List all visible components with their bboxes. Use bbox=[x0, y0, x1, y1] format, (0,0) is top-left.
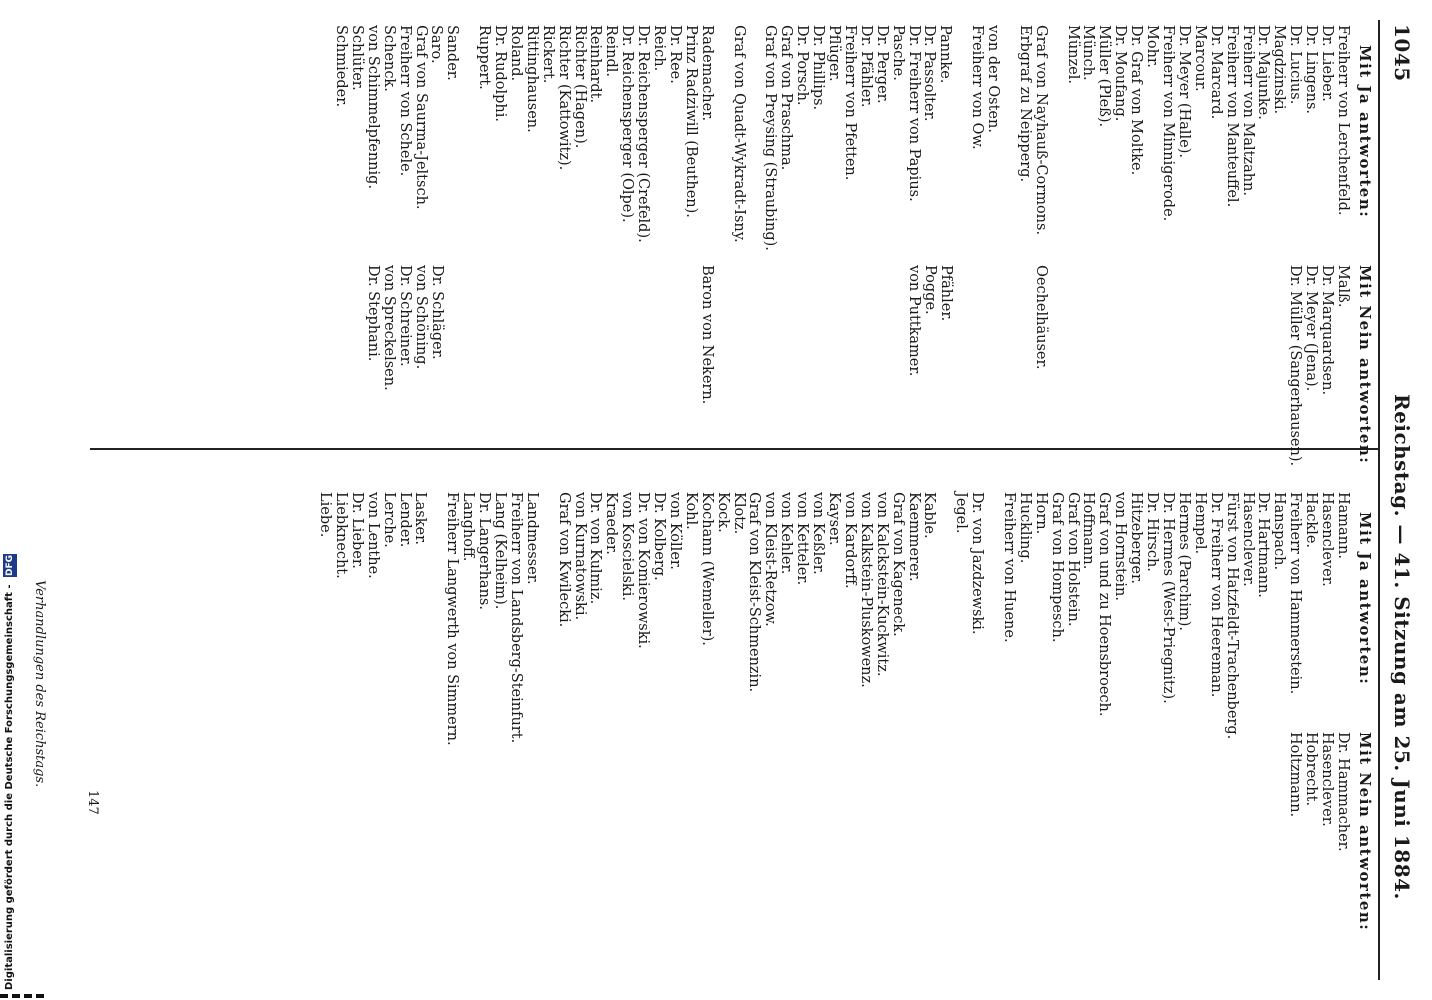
ja-name: Graf von Quadt-Wykradt-Isny. bbox=[730, 25, 747, 243]
nein-name bbox=[1064, 265, 1080, 466]
ja-name: Graf von Preysing (Straubing). bbox=[762, 25, 779, 251]
ja-name: Lasker. bbox=[412, 492, 429, 546]
ja-name: Graf von Praschma. bbox=[778, 25, 795, 171]
ja-name: Magdzinski. bbox=[1271, 25, 1288, 115]
ja-name: Lang (Kelheim). bbox=[492, 492, 509, 610]
ja-name: Richter (Kattowitz). bbox=[555, 25, 572, 171]
nein-name bbox=[969, 265, 985, 466]
ja-name: Dr. von Kulmiz. bbox=[587, 492, 604, 605]
ja-name: von Lenthe. bbox=[364, 492, 381, 579]
ja-name: Münzel. bbox=[1064, 25, 1081, 84]
dfg-logo-icon: DFG bbox=[5, 554, 15, 576]
ja-name: von Hornstein. bbox=[1112, 492, 1129, 601]
ja-name: Dr. Kolberg. bbox=[651, 492, 668, 581]
ja-name: Dr. Marcard. bbox=[1207, 25, 1224, 120]
ja-name: Liebe. bbox=[317, 492, 334, 538]
nein-name bbox=[1191, 265, 1207, 466]
ja-name: Dr. Lieber. bbox=[1319, 25, 1336, 102]
ja-name bbox=[936, 492, 952, 746]
ja-heading: Mit Ja antworten: bbox=[1356, 512, 1374, 686]
ja-name bbox=[984, 492, 1000, 746]
ja-name: Dr. Lingens. bbox=[1303, 25, 1320, 115]
nein-name bbox=[1080, 265, 1096, 466]
ja-name: Dr. Langerhans. bbox=[476, 492, 493, 610]
ja-name: Landmesser. bbox=[523, 492, 540, 585]
ja-name bbox=[952, 25, 968, 251]
nein-name bbox=[889, 265, 905, 466]
ja-name: Kaemmerer. bbox=[905, 492, 922, 582]
nein-name: Pfähler. bbox=[937, 265, 954, 322]
header-rule bbox=[1378, 20, 1380, 980]
ja-name: Dr. von Jazdzewski. bbox=[969, 492, 986, 635]
credit-text: Digitalisierung gefördert durch die Deutsche Forschungsgemeinschaft - bbox=[4, 584, 15, 990]
nein-name bbox=[1270, 265, 1286, 466]
nein-name bbox=[810, 265, 826, 466]
ja-name: Graf von Kageneck. bbox=[889, 492, 906, 637]
digitization-credit bbox=[3, 554, 23, 990]
ja-name: Saro. bbox=[428, 25, 445, 64]
nein-name: Hasenclever. bbox=[1319, 732, 1336, 827]
ja-name: Dr. Meyer (Halle). bbox=[1175, 25, 1192, 158]
ja-name: Roland. bbox=[507, 25, 524, 82]
ja-name: Dr. Moufang. bbox=[1112, 25, 1129, 122]
ja-name: von Köller. bbox=[666, 492, 683, 570]
ja-name: Dr. Perger. bbox=[873, 25, 890, 104]
nein-name bbox=[1223, 265, 1239, 466]
ja-name: Freiherr von Landsberg-Steinfurt. bbox=[507, 492, 524, 744]
ja-name: Freiherr Langwerth von Simmern. bbox=[444, 492, 461, 746]
nein-name bbox=[1000, 265, 1016, 466]
nein-name bbox=[873, 265, 889, 466]
ja-name: Dr. Majunke. bbox=[1255, 25, 1272, 120]
ja-name: Münch. bbox=[1080, 25, 1097, 81]
ja-name: von Kleist-Retzow. bbox=[762, 492, 779, 627]
nein-name bbox=[555, 265, 571, 466]
nein-name: Baron von Nekern. bbox=[699, 265, 716, 405]
ja-name: Dr. Hermes (West-Priegnitz). bbox=[1160, 492, 1177, 704]
ja-name: Sander. bbox=[444, 25, 461, 81]
nein-name bbox=[460, 265, 476, 466]
ja-name: Dr. Reichensperger (Crefeld). bbox=[635, 25, 652, 243]
nein-name: Dr. Schläger. bbox=[429, 265, 446, 360]
ja-name: Kraeder. bbox=[603, 492, 620, 555]
nein-name bbox=[1175, 265, 1191, 466]
ja-name: Freiherr von Pfetten. bbox=[841, 25, 858, 181]
ja-name: Dr. Ree. bbox=[667, 25, 684, 84]
ja-name bbox=[1048, 25, 1064, 251]
page-number: 1045 bbox=[1390, 24, 1414, 82]
ja-name: von Keßler. bbox=[810, 492, 827, 575]
nein-name: Dr. Marquardsen. bbox=[1319, 265, 1336, 396]
ja-name: Hanspach. bbox=[1271, 492, 1288, 571]
ja-name bbox=[714, 25, 730, 251]
ja-name: von Schimmelpfennig. bbox=[364, 25, 381, 190]
nein-name: Dr. Stephani. bbox=[365, 265, 382, 362]
ja-name: Rickert. bbox=[539, 25, 556, 84]
nein-name bbox=[1127, 265, 1143, 466]
ja-heading: Mit Ja antworten: bbox=[1356, 45, 1374, 219]
ja-name: Richter (Hagen). bbox=[571, 25, 588, 149]
ja-name: Ruppert. bbox=[476, 25, 493, 90]
nein-name bbox=[508, 265, 524, 466]
ja-name bbox=[459, 25, 475, 251]
ja-name: Fürst von Hatzfeldt-Trachenberg. bbox=[1223, 492, 1240, 740]
ja-name: Kock. bbox=[714, 492, 731, 533]
nein-name bbox=[714, 265, 730, 466]
nein-name bbox=[444, 265, 460, 466]
ja-name: Hasenclever. bbox=[1239, 492, 1256, 587]
ja-name: Huckling. bbox=[1016, 492, 1033, 564]
ja-name: Freiherr von Ow. bbox=[969, 25, 986, 150]
ja-name: Hempel. bbox=[1191, 492, 1208, 555]
ja-name: Dr. Rudolphi. bbox=[492, 25, 509, 122]
nein-name: von Puttkamer. bbox=[905, 265, 922, 377]
nein-name bbox=[524, 265, 540, 466]
ja-name: Mohr. bbox=[1144, 25, 1161, 68]
nein-name bbox=[1143, 265, 1159, 466]
nein-name bbox=[682, 265, 698, 466]
nein-name bbox=[651, 265, 667, 466]
nein-name bbox=[1112, 265, 1128, 466]
nein-name bbox=[1255, 265, 1271, 466]
ja-name: Klotz. bbox=[730, 492, 747, 535]
nein-name bbox=[762, 265, 778, 466]
ja-name: Reindl. bbox=[603, 25, 620, 78]
page-header bbox=[1384, 24, 1414, 974]
ja-name: von der Osten. bbox=[985, 25, 1002, 133]
ja-name: Dr. Freiherr von Heereman. bbox=[1207, 492, 1224, 698]
scan-edge-mark bbox=[0, 994, 46, 998]
nein-name: Pogge. bbox=[921, 265, 938, 315]
nein-name bbox=[953, 265, 969, 466]
sheet-number: 147 bbox=[85, 790, 100, 815]
ja-name: Freiherr von Minnigerode. bbox=[1160, 25, 1177, 222]
nein-name bbox=[857, 265, 873, 466]
ja-name: Dr. von Komierowski. bbox=[635, 492, 652, 649]
nein-name bbox=[1048, 265, 1064, 466]
nein-list bbox=[1286, 732, 1350, 852]
footer-note: Verhandlungen des Reichstags. bbox=[32, 580, 47, 788]
nein-name bbox=[794, 265, 810, 466]
nein-name bbox=[603, 265, 619, 466]
ja-name: Lerche. bbox=[380, 492, 397, 548]
ja-name: Dr. Pfähler. bbox=[857, 25, 874, 108]
ja-name: Jegel. bbox=[953, 492, 970, 534]
nein-list bbox=[365, 265, 1350, 466]
nein-name bbox=[1159, 265, 1175, 466]
ja-name bbox=[1000, 25, 1016, 251]
nein-name bbox=[587, 265, 603, 466]
ja-name: Erbgraf zu Neipperg. bbox=[1016, 25, 1033, 183]
nein-name bbox=[825, 265, 841, 466]
ja-name: Hermes (Parchim). bbox=[1175, 492, 1192, 631]
nein-name bbox=[539, 265, 555, 466]
ja-name: von Kardorff. bbox=[841, 492, 858, 589]
ja-name: Dr. Lieber. bbox=[348, 492, 365, 569]
ja-name bbox=[746, 25, 762, 251]
ja-name: Dr. Hartmann. bbox=[1255, 492, 1272, 598]
ja-name: Liebknecht. bbox=[332, 492, 349, 579]
nein-name bbox=[476, 265, 492, 466]
ja-name: Freiherr von Huene. bbox=[1000, 492, 1017, 643]
ja-name: Pasche. bbox=[889, 25, 906, 81]
ja-name: Reinhardt. bbox=[587, 25, 604, 104]
nein-name bbox=[1096, 265, 1112, 466]
ja-name: Schmieder. bbox=[333, 25, 349, 108]
ja-name: Graf von Hompesch. bbox=[1048, 492, 1065, 643]
nein-name bbox=[746, 265, 762, 466]
ja-name: Kayser. bbox=[826, 492, 843, 546]
ja-name: Freiherr von Maltzahn. bbox=[1239, 25, 1256, 196]
nein-heading: Mit Nein antworten: bbox=[1356, 265, 1374, 465]
ja-list bbox=[316, 492, 1350, 746]
ja-name: Pflüger. bbox=[826, 25, 843, 82]
ja-name: Hamann. bbox=[1335, 492, 1351, 559]
page-title: Reichstag. — 41. Sitzung am 25. Juni 1884. bbox=[1390, 394, 1414, 900]
ja-name: von Kalckstein-Kuckwitz. bbox=[873, 492, 890, 677]
nein-name bbox=[492, 265, 508, 466]
ja-name: Marcour. bbox=[1191, 25, 1208, 92]
ja-name: Graf von und zu Hoensbroech. bbox=[1096, 492, 1113, 717]
ja-name: Horn. bbox=[1032, 492, 1049, 535]
ja-name: Dr. Reichensperger (Olpe). bbox=[619, 25, 636, 223]
nein-name: Dr. Hammacher. bbox=[1335, 732, 1351, 852]
ja-name: Hasenclever. bbox=[1319, 492, 1336, 587]
ja-name bbox=[428, 492, 444, 746]
ja-name: Lender. bbox=[396, 492, 413, 548]
ja-name: Graf von Kwilecki. bbox=[555, 492, 572, 628]
nein-name: Oechelhäuser. bbox=[1033, 265, 1050, 370]
nein-name bbox=[778, 265, 794, 466]
nein-name: von Spreckelsen. bbox=[381, 265, 398, 391]
ja-name: Dr. Phillips. bbox=[810, 25, 827, 111]
ja-name: Dr. Passolter. bbox=[921, 25, 938, 122]
nein-name bbox=[667, 265, 683, 466]
ja-name: Hitzeberger. bbox=[1128, 492, 1145, 584]
nein-name bbox=[571, 265, 587, 466]
ja-name: Freiherr von Lerchenfeld. bbox=[1335, 25, 1351, 216]
ja-name: von Kalkstein-Pluskowenz. bbox=[857, 492, 874, 688]
ja-name bbox=[539, 492, 555, 746]
nein-name bbox=[1239, 265, 1255, 466]
nein-name bbox=[841, 265, 857, 466]
ja-name: Schenck. bbox=[380, 25, 397, 92]
nein-name: Holtzmann. bbox=[1287, 732, 1304, 818]
ja-name: Prinz Radziwill (Beuthen). bbox=[682, 25, 699, 218]
nein-name bbox=[619, 265, 635, 466]
nein-name bbox=[1016, 265, 1032, 466]
ja-name: Dr. Freiherr von Papius. bbox=[905, 25, 922, 202]
nein-name bbox=[984, 265, 1000, 466]
ja-name: Rademacher. bbox=[698, 25, 715, 122]
ja-name: Dr. Lucius. bbox=[1287, 25, 1304, 105]
ja-name: Rittinghausen. bbox=[523, 25, 540, 133]
nein-heading: Mit Nein antworten: bbox=[1356, 732, 1374, 932]
ja-name: Langhoff. bbox=[460, 492, 477, 562]
ja-name: Freiherr von Manteuffel. bbox=[1223, 25, 1240, 208]
ja-name: Freiherr von Schele. bbox=[396, 25, 413, 177]
ja-name: Dr. Hirsch. bbox=[1144, 492, 1161, 572]
ja-name: Schlüter. bbox=[348, 25, 365, 91]
ja-name: Freiherr von Hammerstein. bbox=[1287, 492, 1304, 695]
ja-name: Kochann (Wemeller). bbox=[698, 492, 715, 646]
ja-name: Hackle. bbox=[1303, 492, 1320, 549]
ja-name: Graf von Nayhauß-Cormons. bbox=[1032, 25, 1049, 236]
nein-name: von Schöning. bbox=[413, 265, 430, 370]
nein-name: Dr. Meyer (Jena). bbox=[1303, 265, 1320, 392]
nein-name bbox=[635, 265, 651, 466]
ja-name: von Koscielski. bbox=[619, 492, 636, 601]
ja-name: Dr. Graf von Moltke. bbox=[1128, 25, 1145, 176]
ja-list bbox=[332, 25, 1350, 251]
nein-name: Hobrecht. bbox=[1303, 732, 1320, 807]
ja-name: Kable. bbox=[921, 492, 938, 539]
ja-name: Kohl. bbox=[682, 492, 699, 530]
nein-name bbox=[730, 265, 746, 466]
ja-name: von Ketteler. bbox=[794, 492, 811, 586]
nein-name: Dr. Schreiner. bbox=[397, 265, 414, 367]
ja-name: Graf von Saurma-Jeltsch. bbox=[412, 25, 429, 210]
ja-name: Pannke. bbox=[937, 25, 954, 84]
ja-name: Dr. Porsch. bbox=[794, 25, 811, 106]
ja-name: Reich. bbox=[651, 25, 668, 72]
ja-name: Graf von Holstein. bbox=[1064, 492, 1081, 627]
ja-name: Graf von Kleist-Schmenzin. bbox=[746, 492, 763, 693]
nein-name bbox=[1207, 265, 1223, 466]
nein-name: Malß. bbox=[1335, 265, 1351, 308]
ja-name: von Kurnatowski. bbox=[571, 492, 588, 621]
nein-name: Dr. Müller (Sangerhausen). bbox=[1287, 265, 1304, 467]
ja-name: von Kehler. bbox=[778, 492, 795, 575]
ja-name: Müller (Pleß). bbox=[1096, 25, 1113, 128]
ja-name: Hoffmann. bbox=[1080, 492, 1097, 570]
